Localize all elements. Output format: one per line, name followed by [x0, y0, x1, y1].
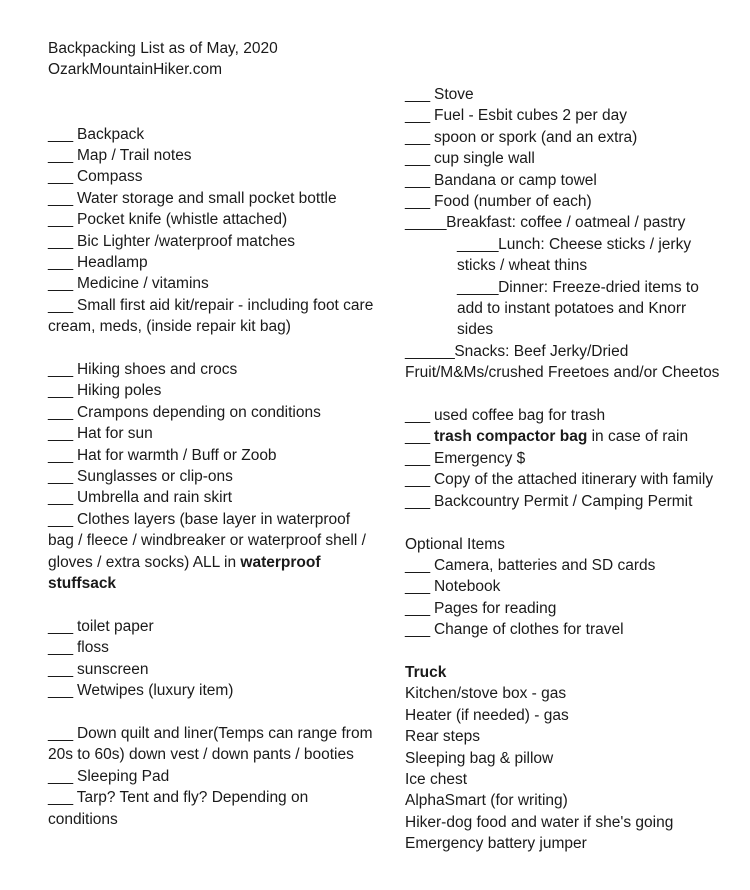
checklist-item[interactable]: [405, 576, 723, 597]
meal-item[interactable]: [405, 277, 723, 341]
checklist-item-label: Sunglasses or clip-ons: [76, 468, 233, 486]
optional-items-heading: Optional Items: [405, 535, 505, 553]
blank-line-marker: ___: [48, 361, 73, 379]
checklist-item[interactable]: [48, 145, 378, 166]
blank-line-marker: ___: [405, 193, 430, 211]
list-item-label: Emergency battery jumper: [405, 835, 587, 853]
checklist-item[interactable]: [48, 723, 378, 766]
blank-line-marker: ___: [48, 489, 73, 507]
blank-line-marker: ___: [48, 189, 73, 207]
checklist-item-label: Backpack: [76, 125, 145, 143]
blank-line-marker: ___: [48, 639, 73, 657]
checklist-item[interactable]: [48, 637, 378, 658]
checklist-item-label: Tarp? Tent and fly? Depending on conditions: [48, 789, 309, 828]
list-item-label: Hiker-dog food and water if she's going: [405, 813, 674, 831]
checklist-item[interactable]: [48, 295, 378, 338]
checklist-item[interactable]: [48, 445, 378, 466]
truck-list-item: [405, 790, 723, 811]
checklist-item-label: Compass: [76, 168, 143, 186]
checklist-item[interactable]: [48, 766, 378, 787]
blank-line-marker: ___: [405, 107, 430, 125]
hygiene-checklist: [48, 616, 378, 702]
truck-list: [405, 683, 723, 854]
spacer: [48, 338, 378, 359]
blank-line-marker: ___: [405, 449, 430, 467]
meal-item[interactable]: [405, 234, 723, 277]
blank-line-marker: ___: [405, 621, 430, 639]
checklist-item-label: Fuel - Esbit cubes 2 per day: [433, 107, 627, 125]
blank-line-marker: ___: [405, 171, 430, 189]
checklist-item[interactable]: [405, 619, 723, 640]
checklist-item[interactable]: [48, 380, 378, 401]
checklist-item[interactable]: [48, 273, 378, 294]
checklist-item-emphasis: trash compactor bag: [433, 428, 588, 446]
blank-line-marker: ___: [48, 617, 73, 635]
checklist-item-label: Food (number of each): [433, 193, 592, 211]
checklist-item-label: Pages for reading: [433, 599, 557, 617]
checklist-item-label: Hiking shoes and crocs: [76, 361, 238, 379]
checklist-item[interactable]: [405, 84, 723, 105]
checklist-item-label: sunscreen: [76, 660, 149, 678]
blank-line-marker: ___: [48, 767, 73, 785]
blank-line-marker: ___: [48, 296, 73, 314]
checklist-item-clothes-layers[interactable]: [48, 509, 378, 595]
blank-line-marker: _____: [457, 235, 499, 253]
checklist-item-label: spoon or spork (and an extra): [433, 128, 638, 146]
checklist-item-label: Emergency $: [433, 449, 526, 467]
meal-item[interactable]: [405, 212, 723, 233]
checklist-item[interactable]: [48, 423, 378, 444]
blank-line-marker: ___: [48, 468, 73, 486]
checklist-item-coffee-bag-trash[interactable]: [405, 405, 723, 426]
checklist-item-label: floss: [76, 639, 109, 657]
meal-item-label: Snacks: Beef Jerky/Dried Fruit/M&Ms/crushed Freetoes and/or Cheetos: [405, 342, 720, 382]
truck-list-item: [405, 705, 723, 726]
checklist-item[interactable]: [405, 170, 723, 191]
blank-line-marker: ___: [405, 471, 430, 489]
checklist-item[interactable]: [405, 191, 723, 212]
checklist-item[interactable]: [405, 148, 723, 169]
blank-line-marker: ___: [48, 211, 73, 229]
blank-line-marker: ___: [405, 492, 430, 510]
cooking-checklist: [405, 84, 723, 212]
gear-checklist: [48, 124, 378, 338]
checklist-item[interactable]: [48, 359, 378, 380]
truck-list-item: [405, 683, 723, 704]
right-column: [405, 0, 723, 855]
meal-item[interactable]: [405, 341, 723, 384]
checklist-item-label: Umbrella and rain skirt: [76, 489, 233, 507]
checklist-item[interactable]: [48, 680, 378, 701]
checklist-item[interactable]: [48, 402, 378, 423]
list-item-label: Heater (if needed) - gas: [405, 706, 569, 724]
blank-line-marker: ___: [48, 789, 73, 807]
blank-line-marker: ___: [48, 382, 73, 400]
checklist-item[interactable]: [48, 166, 378, 187]
spacer: [405, 641, 723, 662]
truck-list-item: [405, 833, 723, 854]
meals-checklist: [405, 212, 723, 383]
checklist-item-label: used coffee bag for trash: [433, 407, 606, 425]
spacer: [48, 81, 378, 102]
checklist-item-label: Crampons depending on conditions: [76, 403, 321, 421]
truck-list-item: [405, 726, 723, 747]
checklist-item[interactable]: [48, 616, 378, 637]
checklist-item-label: Change of clothes for travel: [433, 621, 624, 639]
blank-line-marker: ___: [48, 660, 73, 678]
checklist-item-label: Sleeping Pad: [76, 767, 170, 785]
blank-line-marker: ___: [48, 254, 73, 272]
list-item-label: Kitchen/stove box - gas: [405, 685, 567, 703]
truck-list-item: [405, 769, 723, 790]
blank-line-marker: ___: [405, 556, 430, 574]
checklist-item[interactable]: [405, 469, 723, 490]
blank-line-marker: ___: [405, 599, 430, 617]
checklist-item[interactable]: [48, 787, 378, 830]
blank-line-marker: ___: [405, 128, 430, 146]
optional-checklist: [405, 555, 723, 641]
spacer: [48, 595, 378, 616]
blank-line-marker: ______: [405, 342, 455, 360]
checklist-item[interactable]: [48, 209, 378, 230]
blank-line-marker: ___: [48, 425, 73, 443]
meal-item-label: Breakfast: coffee / oatmeal / pastry: [446, 214, 686, 232]
checklist-item[interactable]: [48, 659, 378, 680]
list-item-label: Ice chest: [405, 770, 468, 788]
checklist-item-label: Pocket knife (whistle attached): [76, 211, 288, 229]
checklist-item-label: Clothes layers (base layer in waterproof bag / fleece / windbreaker or waterproof shell / gloves / extra socks) ALL in: [48, 510, 366, 571]
checklist-item-label: Down quilt and liner(Temps can range from 20s to 60s) down vest / down pants / booties: [48, 724, 373, 764]
document-title-line-1: Backpacking List as of May, 2020: [48, 40, 278, 57]
blank-line-marker: ___: [48, 682, 73, 700]
checklist-item[interactable]: [405, 105, 723, 126]
truck-section-heading: Truck: [405, 663, 447, 681]
meal-item-label: Dinner: Freeze-dried items to add to instant potatoes and Knorr sides: [457, 278, 699, 339]
checklist-item[interactable]: [48, 487, 378, 508]
spacer: [48, 702, 378, 723]
blank-line-marker: _____: [457, 278, 499, 296]
blank-line-marker: ___: [405, 150, 430, 168]
checklist-item-label: Headlamp: [76, 254, 148, 272]
checklist-item[interactable]: [48, 252, 378, 273]
list-item-label: AlphaSmart (for writing): [405, 792, 568, 810]
blank-line-marker: ___: [48, 232, 73, 250]
truck-list-item: [405, 812, 723, 833]
checklist-item-label: Stove: [433, 86, 474, 103]
checklist-item-label: Small first aid kit/repair - including foot care cream, meds, (inside repair kit bag): [48, 296, 374, 336]
checklist-item-label: Backcountry Permit / Camping Permit: [433, 492, 693, 510]
checklist-item-label: Copy of the attached itinerary with family: [433, 471, 714, 489]
list-item-label: Rear steps: [405, 728, 480, 746]
clothing-checklist: [48, 359, 378, 509]
blank-line-marker: ___: [405, 407, 430, 425]
spacer: [405, 384, 723, 405]
list-item-label: Sleeping bag & pillow: [405, 749, 554, 767]
checklist-item[interactable]: [48, 124, 378, 145]
blank-line-marker: ___: [48, 168, 73, 186]
checklist-item-label: Camera, batteries and SD cards: [433, 556, 656, 574]
checklist-item[interactable]: [405, 491, 723, 512]
blank-line-marker: ___: [405, 428, 430, 446]
spacer: [48, 102, 378, 123]
blank-line-marker: ___: [48, 446, 73, 464]
truck-list-item: [405, 748, 723, 769]
checklist-item-label: in case of rain: [587, 428, 689, 446]
checklist-item-emphasis: waterproof stuffsack: [48, 553, 321, 593]
checklist-item-label: Map / Trail notes: [76, 147, 192, 164]
checklist-item[interactable]: [405, 127, 723, 148]
checklist-item-label: Water storage and small pocket bottle: [76, 189, 337, 207]
checklist-item-label: Notebook: [433, 578, 501, 596]
blank-line-marker: ___: [48, 510, 73, 528]
checklist-item[interactable]: [405, 555, 723, 576]
safety-checklist: [405, 448, 723, 512]
blank-line-marker: ___: [48, 147, 73, 164]
checklist-item-label: toilet paper: [76, 617, 154, 635]
checklist-item[interactable]: [48, 188, 378, 209]
checklist-item[interactable]: [48, 466, 378, 487]
sleep-checklist: [48, 723, 378, 830]
checklist-item[interactable]: [48, 231, 378, 252]
checklist-item[interactable]: [405, 448, 723, 469]
blank-line-marker: ___: [48, 403, 73, 421]
blank-line-marker: ___: [405, 578, 430, 596]
checklist-item-label: Wetwipes (luxury item): [76, 682, 234, 700]
checklist-item-trash-compactor-bag[interactable]: [405, 426, 723, 447]
blank-line-marker: ___: [48, 724, 73, 742]
blank-line-marker: ___: [405, 86, 430, 103]
checklist-item[interactable]: [405, 598, 723, 619]
checklist-item-label: Medicine / vitamins: [76, 275, 209, 293]
blank-line-marker: ___: [48, 275, 73, 293]
checklist-item-label: Bandana or camp towel: [433, 171, 597, 189]
left-column: [48, 0, 378, 830]
checklist-item-label: Hat for sun: [76, 425, 153, 443]
blank-line-marker: _____: [405, 214, 447, 232]
blank-line-marker: ___: [48, 125, 73, 143]
document-website-line: OzarkMountainHiker.com: [48, 61, 223, 79]
checklist-item-label: cup single wall: [433, 150, 535, 168]
spacer: [405, 512, 723, 533]
meal-item-label: Lunch: Cheese sticks / jerky sticks / wheat thins: [457, 235, 692, 275]
checklist-item-label: Hat for warmth / Buff or Zoob: [76, 446, 277, 464]
checklist-item-label: Hiking poles: [76, 382, 162, 400]
checklist-item-label: Bic Lighter /waterproof matches: [76, 232, 295, 250]
